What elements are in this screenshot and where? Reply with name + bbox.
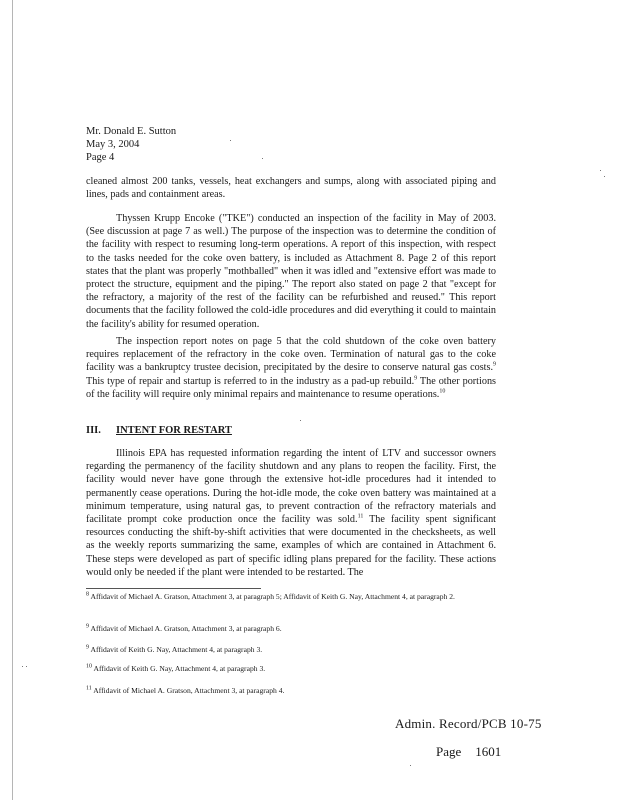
scan-edge-line bbox=[12, 0, 13, 800]
paragraph-intent-restart: Illinois EPA has requested information regarding the intent of LTV and successor owners regarding the permanency of the facility shutdown and any plans to reopen the facility. First, the facility would never have gone through the extensive hot-idle procedures had it intended to permanently cease operations. During the hot-idle mode, the coke oven battery was maintained at a minimum temperature, using natural gas, to prevent contraction of the refractory materials and facilitate prompt coke production once the facility was sold.$^{11}$ The facility spent significant resources conducting the shift-by-shift activities that were documented in the checksheets, as well as the weekly reports summarizing the same, examples of which are contained in Attachment 6. These steps were developed as part of specific idling plans prepared for the facility. These actions would only be needed if the plant were intended to be restarted. The bbox=[86, 448, 496, 578]
footnote: $^{10}$ Affidavit of Keith G. Nay, Attachment 4, at paragraph 3. bbox=[86, 663, 266, 673]
record-page-label: Page bbox=[436, 744, 462, 759]
footnote: $^8$ Affidavit of Michael A. Gratson, Attachment 3, at paragraph 5; Affidavit of Keith G. Nay, Attachment 4, at paragraph 2. bbox=[86, 591, 455, 601]
record-page-stamp bbox=[436, 744, 501, 760]
paragraph-continued: cleaned almost 200 tanks, vessels, heat exchangers and sumps, along with associated piping and lines, pads and containment areas. bbox=[86, 176, 496, 201]
recipient-name: Mr. Donald E. Sutton bbox=[86, 126, 177, 137]
paragraph-tke-inspection: Thyssen Krupp Encoke ("TKE") conducted an inspection of the facility in May of 2003. (See discussion at page 7 as well.) The purpose of the inspection was to determine the condition of the facility with respect to resuming long-term operations. A report of this inspection, with respect to the tasks needed for the coke oven battery, is included as Attachment 8. Page 2 of this report states that the plant was properly "mothballed" when it was idled and "extensive effort was made to protect the structure, equipment and the piping." The report also stated on page 2 that "except for the refractory, a majority of the rest of the facility can be refurbished and reused." This report documents that the facility followed the cold-idle procedures and did everything it could to maintain the facility's ability for resumed operation. bbox=[86, 213, 496, 330]
section-number: III. bbox=[86, 425, 101, 436]
record-page-number: 1601 bbox=[475, 744, 502, 759]
footnote-ref: 10 bbox=[439, 388, 446, 395]
section-title: INTENT FOR RESTART bbox=[116, 425, 232, 436]
footnote: $^{11}$ Affidavit of Michael A. Gratson, Attachment 3, at paragraph 4. bbox=[86, 685, 285, 695]
section-heading bbox=[86, 425, 232, 436]
letter-header bbox=[86, 125, 176, 164]
footnote-ref: 9 bbox=[493, 362, 496, 369]
page-indicator: Page 4 bbox=[86, 152, 115, 163]
paragraph-inspection-report: The inspection report notes on page 5 that the cold shutdown of the coke oven battery requires replacement of the refractory in the coke oven. Termination of natural gas to the coke facility was a bankruptcy trustee decision, precipitated by the desire to conserve natural gas costs.$^9$ This type of repair and startup is referred to in the industry as a pad-up rebuild.$^9$ The other portions of the facility will require only minimal repairs and maintenance to resume operations.$^{10}$ bbox=[86, 336, 496, 400]
footnote-ref: 9 bbox=[414, 375, 418, 382]
admin-record-stamp: Admin. Record/PCB 10-75 bbox=[395, 716, 542, 731]
footnote-divider bbox=[86, 588, 261, 589]
footnote: $^9$ Affidavit of Michael A. Gratson, Attachment 3, at paragraph 6. bbox=[86, 623, 282, 633]
footnote: $^9$ Affidavit of Keith G. Nay, Attachment 4, at paragraph 3. bbox=[86, 644, 263, 654]
footnote-ref: 11 bbox=[357, 513, 364, 520]
letter-date: May 3, 2004 bbox=[86, 139, 140, 150]
